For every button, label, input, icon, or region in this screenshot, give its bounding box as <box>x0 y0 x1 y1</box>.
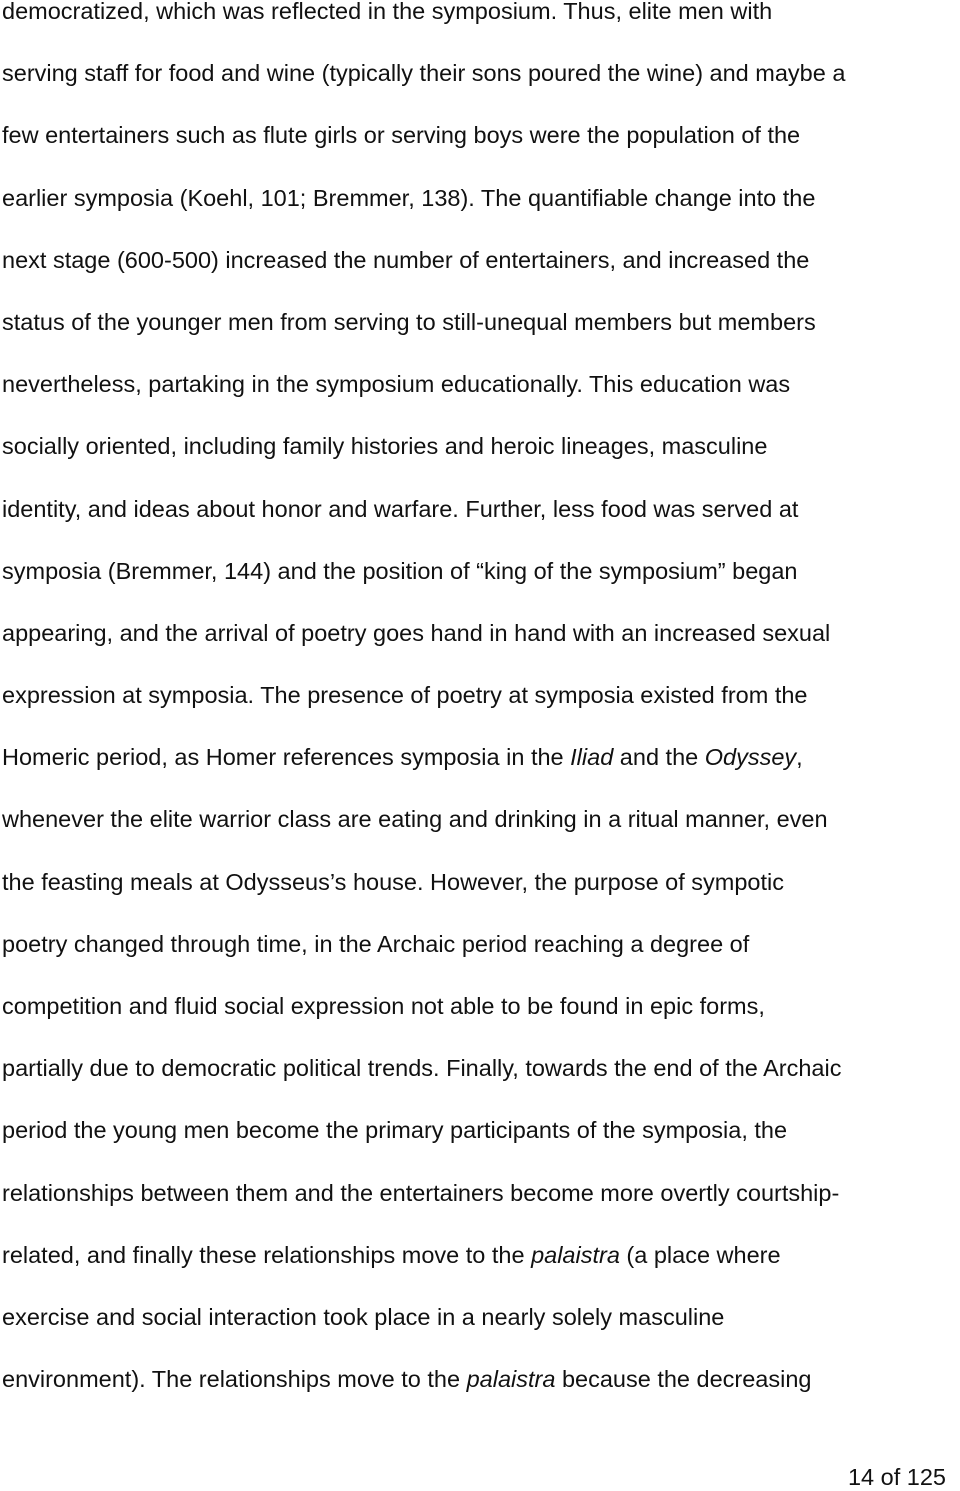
text-segment: next stage (600-500) increased the number of entertainers, and increased the <box>2 246 810 273</box>
text-segment: period the young men become the primary participants of the symposia, the <box>2 1117 788 1144</box>
text-segment: relationships between them and the entertainers become more overtly courtship- <box>2 1179 840 1206</box>
text-line <box>2 913 952 975</box>
text-line <box>2 353 952 415</box>
text-line <box>2 726 952 788</box>
text-segment: appearing, and the arrival of poetry goes hand in hand with an increased sexual <box>2 619 831 646</box>
text-line <box>2 104 952 166</box>
text-line <box>2 851 952 913</box>
text-segment: few entertainers such as flute girls or serving boys were the population of the <box>2 122 801 149</box>
text-segment: socially oriented, including family histories and heroic lineages, masculine <box>2 433 768 460</box>
page-number: 14 of 125 <box>847 1464 946 1490</box>
text-line <box>2 291 952 353</box>
text-segment: democratized, which was reflected in the symposium. Thus, elite men with <box>2 0 773 24</box>
text-line <box>2 415 952 477</box>
text-segment: partially due to democratic political trends. Finally, towards the end of the Archaic <box>2 1055 842 1082</box>
text-segment: expression at symposia. The presence of poetry at symposia existed from the <box>2 682 808 709</box>
text-line <box>2 0 952 42</box>
text-segment: serving staff for food and wine (typically their sons poured the wine) and maybe a <box>2 60 846 87</box>
text-segment: (a place where <box>619 1241 781 1268</box>
text-line <box>2 42 952 104</box>
text-line <box>2 1162 952 1224</box>
text-line <box>2 1037 952 1099</box>
body-text <box>2 0 952 1410</box>
italic-text: palaistra <box>466 1366 556 1393</box>
text-segment: status of the younger men from serving to still-unequal members but members <box>2 308 816 335</box>
text-line <box>2 1348 952 1410</box>
text-segment: nevertheless, partaking in the symposium educationally. This education was <box>2 371 791 398</box>
text-segment: the feasting meals at Odysseus’s house. However, the purpose of sympotic <box>2 868 785 895</box>
text-line <box>2 664 952 726</box>
text-segment: Homeric period, as Homer references symposia in the <box>2 744 571 771</box>
text-line <box>2 788 952 850</box>
text-segment: because the decreasing <box>555 1366 812 1393</box>
text-line <box>2 478 952 540</box>
text-line <box>2 602 952 664</box>
text-line <box>2 1286 952 1348</box>
italic-text: Odyssey <box>704 744 797 771</box>
text-line <box>2 975 952 1037</box>
text-segment: and the <box>613 744 705 771</box>
text-segment: related, and finally these relationships move to the <box>2 1241 532 1268</box>
text-line <box>2 229 952 291</box>
text-line <box>2 540 952 602</box>
text-segment: exercise and social interaction took place in a nearly solely masculine <box>2 1303 725 1330</box>
italic-text: palaistra <box>531 1241 620 1268</box>
text-segment: earlier symposia (Koehl, 101; Bremmer, 138). The quantifiable change into the <box>2 184 816 211</box>
text-segment: identity, and ideas about honor and warfare. Further, less food was served at <box>2 495 799 522</box>
text-line <box>2 1099 952 1161</box>
text-segment: whenever the elite warrior class are eating and drinking in a ritual manner, even <box>2 806 828 833</box>
italic-text: Iliad <box>570 744 614 771</box>
text-segment: symposia (Bremmer, 144) and the position of “king of the symposium” began <box>2 557 798 584</box>
text-segment: competition and fluid social expression not able to be found in epic forms, <box>2 993 765 1019</box>
text-segment: environment). The relationships move to the <box>2 1366 467 1393</box>
text-line <box>2 1224 952 1286</box>
text-line <box>2 167 952 229</box>
text-segment: poetry changed through time, in the Archaic period reaching a degree of <box>2 930 750 957</box>
text-segment: , <box>796 744 803 771</box>
